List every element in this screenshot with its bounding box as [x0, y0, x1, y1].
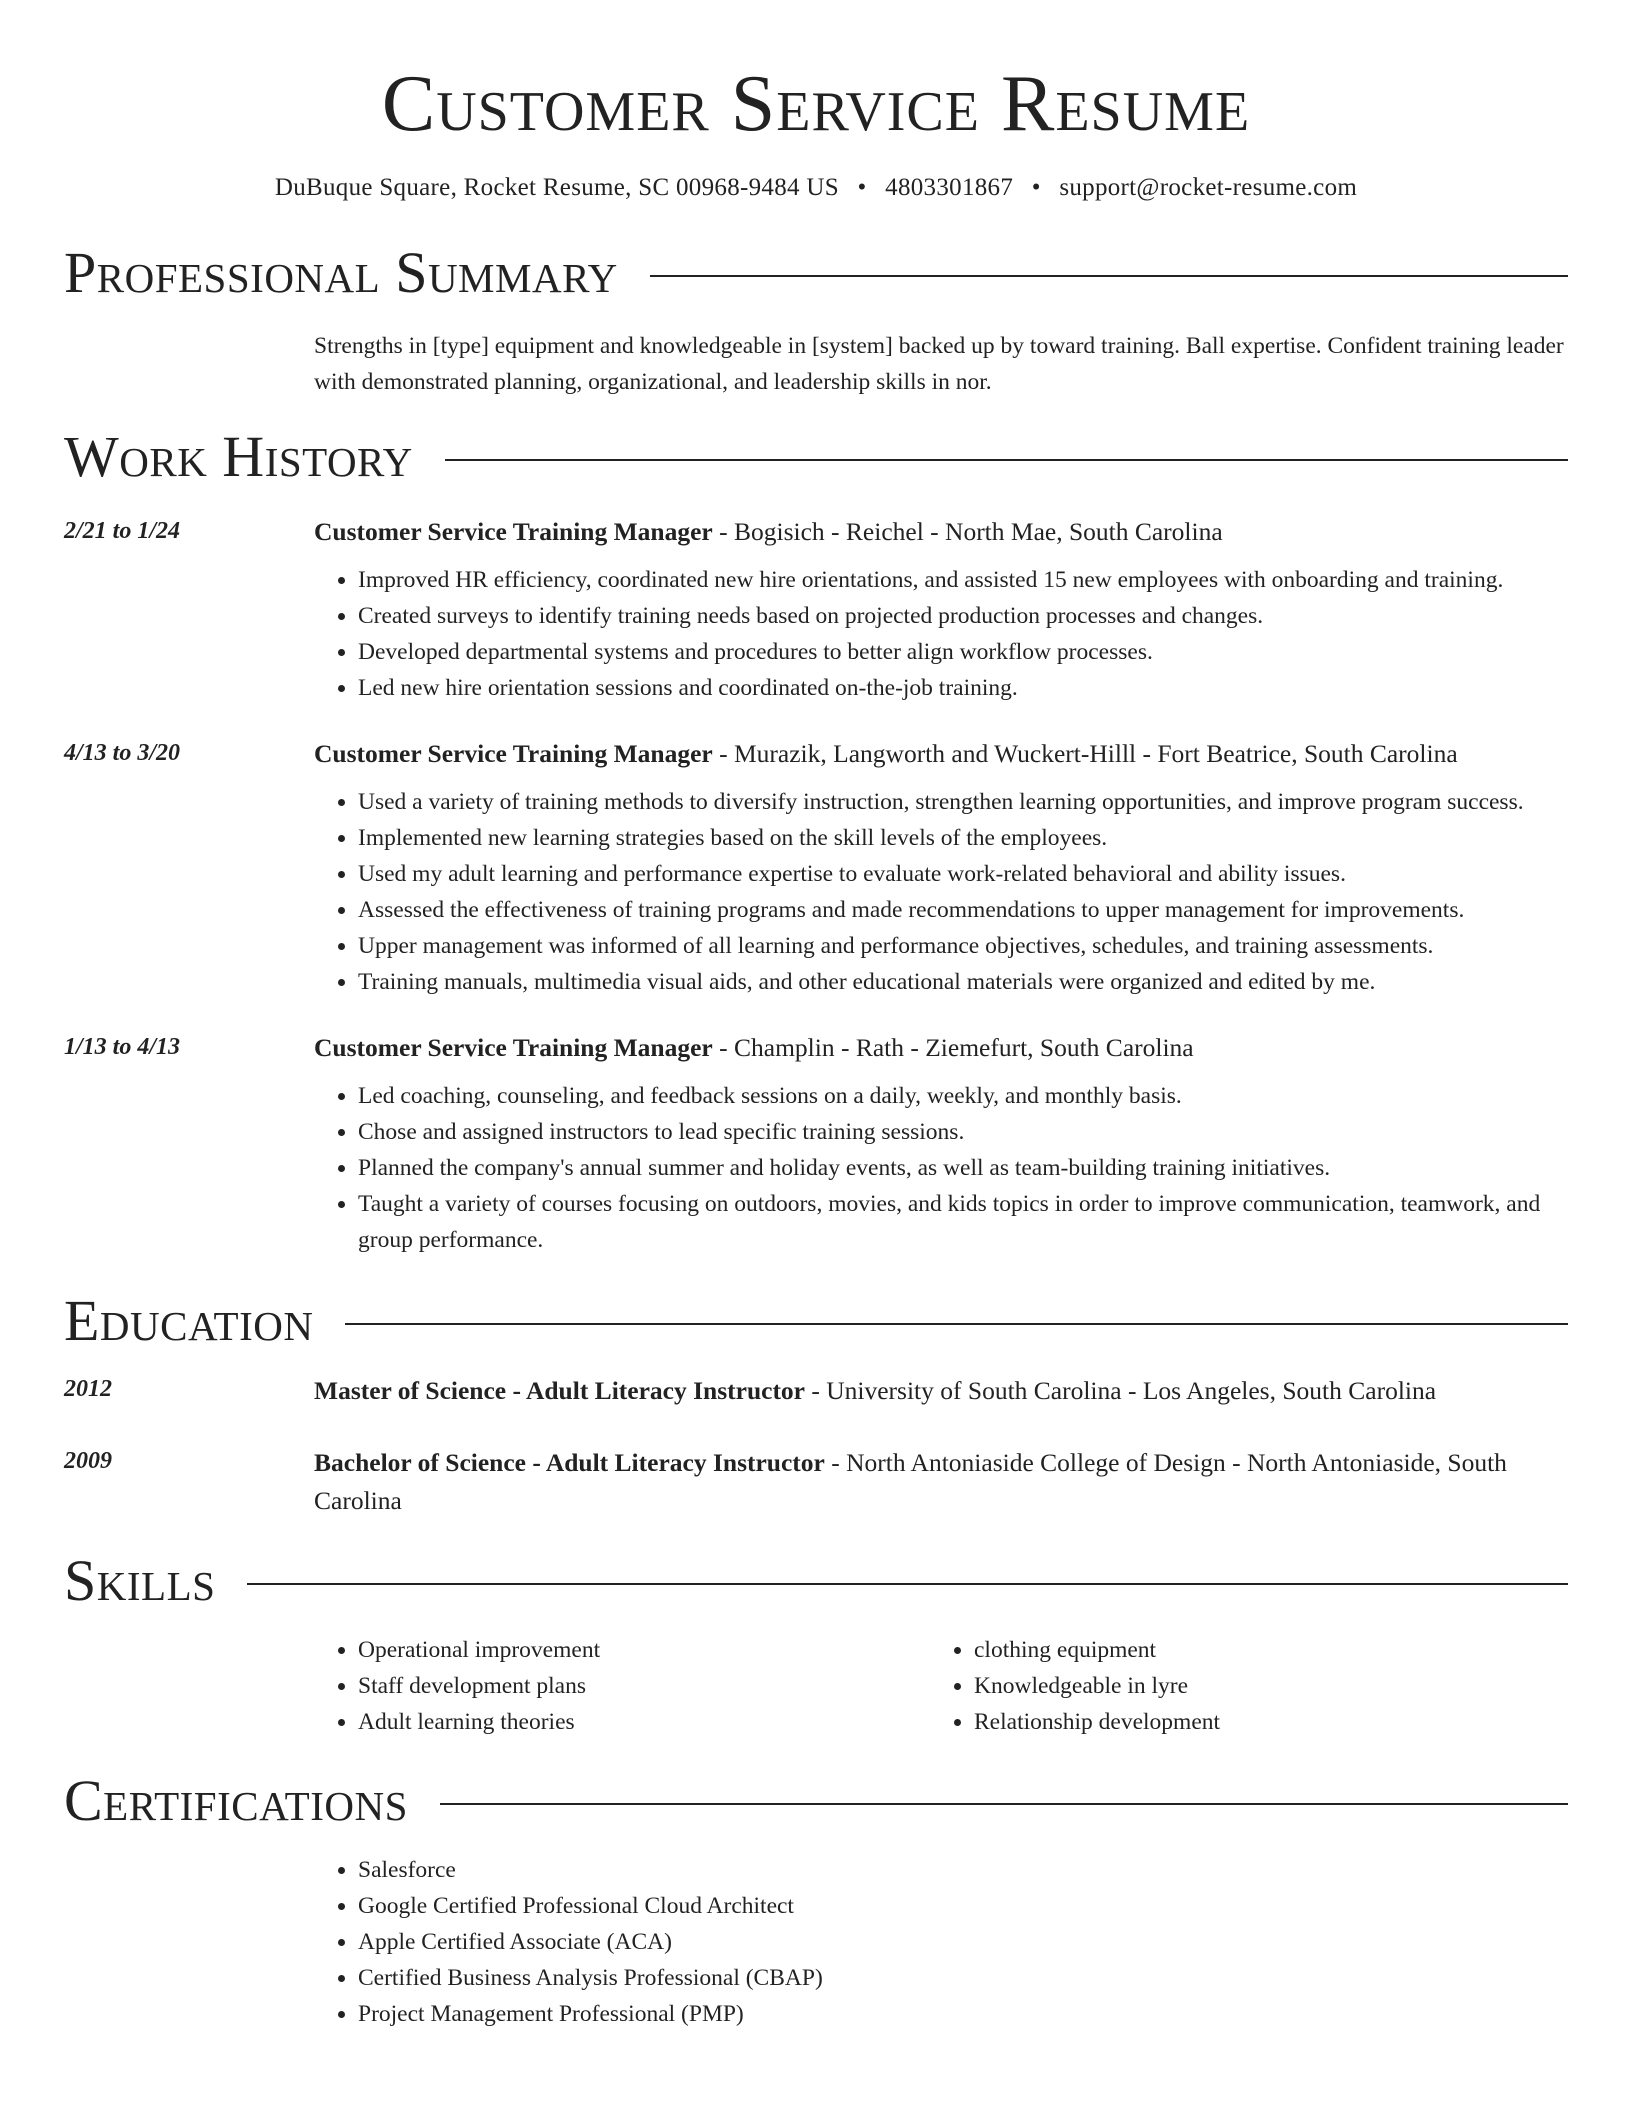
skill-item: • Relationship development — [974, 1704, 1534, 1740]
section-divider — [440, 1803, 1568, 1805]
education-details — [314, 1372, 1568, 1410]
section-divider — [650, 275, 1568, 277]
job-bullet: • Upper management was informed of all learning and performance objectives, schedules, and training assessments. — [358, 928, 1568, 964]
certification-item: • Salesforce — [358, 1852, 1568, 1888]
job-company: - Bogisich - Reichel - North Mae, South Carolina — [712, 517, 1223, 546]
job-bullet: • Improved HR efficiency, coordinated new hire orientations, and assisted 15 new employees with onboarding and training. — [358, 562, 1568, 598]
contact-phone: 4803301867 — [885, 174, 1014, 201]
job-bullet: • Led coaching, counseling, and feedback sessions on a daily, weekly, and monthly basis. — [358, 1078, 1568, 1114]
certification-item: • Certified Business Analysis Professional (CBAP) — [358, 1960, 1568, 1996]
resume-title: Customer Service Resume — [381, 60, 1251, 148]
skill-item: • clothing equipment — [974, 1632, 1534, 1668]
job-bullet: • Taught a variety of courses focusing on outdoors, movies, and kids topics in order to improve communication, teamwork, and group performance. — [358, 1186, 1568, 1258]
skills-list-right — [930, 1632, 1534, 1740]
job-details — [314, 514, 1568, 706]
skills-grid — [314, 1632, 1568, 1740]
education-details — [314, 1444, 1568, 1520]
job-company: - Champlin - Rath - Ziemefurt, South Carolina — [712, 1033, 1194, 1062]
skill-item: • Adult learning theories — [358, 1704, 930, 1740]
job-role: Customer Service Training Manager — [314, 517, 713, 546]
job-bullets — [314, 784, 1568, 1000]
job-role: Customer Service Training Manager — [314, 739, 713, 768]
certifications-heading: Certifications — [64, 1768, 408, 1833]
education-entry — [64, 1372, 1568, 1410]
job-entry — [64, 514, 1568, 706]
education-school: - North Antoniaside College of Design - North Antoniaside, South Carolina — [314, 1448, 1507, 1515]
summary-text: Strengths in [type] equipment and knowledgeable in [system] backed up by toward training. Ball expertise. Confident training leader with demonstrated planning, organizational, and leadership skills in nor. — [314, 333, 1564, 395]
section-divider — [247, 1583, 1568, 1585]
education-degree: Bachelor of Science - Adult Literacy Instructor — [314, 1448, 825, 1477]
job-bullet: • Created surveys to identify training needs based on projected production processes and changes. — [358, 598, 1568, 634]
skills-list-left — [314, 1632, 930, 1740]
section-divider — [345, 1323, 1568, 1325]
education-school: - University of South Carolina - Los Angeles, South Carolina — [805, 1376, 1437, 1405]
job-bullet: • Chose and assigned instructors to lead specific training sessions. — [358, 1114, 1568, 1150]
job-bullet: • Used my adult learning and performance expertise to evaluate work-related behavioral and ability issues. — [358, 856, 1568, 892]
job-dates: 2/21 to 1/24 — [64, 518, 181, 544]
job-details — [314, 736, 1568, 1000]
job-bullet: • Assessed the effectiveness of training programs and made recommendations to upper management for improvements. — [358, 892, 1568, 928]
contact-separator: • — [1031, 174, 1041, 201]
job-bullet: • Developed departmental systems and procedures to better align workflow processes. — [358, 634, 1568, 670]
education-year: 2012 — [64, 1376, 112, 1402]
job-role: Customer Service Training Manager — [314, 1033, 713, 1062]
job-bullet: • Planned the company's annual summer and holiday events, as well as team-building training initiatives. — [358, 1150, 1568, 1186]
job-bullet: • Led new hire orientation sessions and coordinated on-the-job training. — [358, 670, 1568, 706]
certifications-section-header — [64, 1766, 1568, 1836]
education-entry — [64, 1444, 1568, 1520]
job-bullets — [314, 562, 1568, 706]
education-degree: Master of Science - Adult Literacy Instructor — [314, 1376, 805, 1405]
education-section-header — [64, 1286, 1568, 1356]
education-year: 2009 — [64, 1448, 112, 1474]
job-bullets — [314, 1078, 1568, 1258]
contact-separator: • — [857, 174, 867, 201]
work-heading: Work History — [64, 424, 413, 489]
contact-email[interactable]: support@rocket-resume.com — [1059, 174, 1358, 201]
job-entry — [64, 736, 1568, 1000]
job-entry — [64, 1030, 1568, 1258]
certification-item: • Google Certified Professional Cloud Architect — [358, 1888, 1568, 1924]
skill-item: • Staff development plans — [358, 1668, 930, 1704]
skill-item: • Knowledgeable in lyre — [974, 1668, 1534, 1704]
section-divider — [445, 459, 1568, 461]
skill-item: • Operational improvement — [358, 1632, 930, 1668]
job-bullet: • Training manuals, multimedia visual aids, and other educational materials were organized and edited by me. — [358, 964, 1568, 1000]
skills-heading: Skills — [64, 1548, 216, 1613]
job-dates: 1/13 to 4/13 — [64, 1034, 181, 1060]
certification-item: • Apple Certified Associate (ACA) — [358, 1924, 1568, 1960]
job-details — [314, 1030, 1568, 1258]
job-company: - Murazik, Langworth and Wuckert-Hilll - Fort Beatrice, South Carolina — [712, 739, 1458, 768]
education-heading: Education — [64, 1288, 314, 1353]
contact-address: DuBuque Square, Rocket Resume, SC 00968-9484 US — [274, 174, 839, 201]
job-bullet: • Implemented new learning strategies based on the skill levels of the employees. — [358, 820, 1568, 856]
summary-heading: Professional Summary — [64, 240, 618, 305]
resume-page — [64, 0, 1568, 2032]
certifications-list — [314, 1852, 1568, 2032]
work-section-header — [64, 422, 1568, 492]
summary-section-header — [64, 238, 1568, 308]
skills-section-header — [64, 1546, 1568, 1616]
job-bullet: • Used a variety of training methods to diversify instruction, strengthen learning opportunities, and improve program success. — [358, 784, 1568, 820]
certification-item: • Project Management Professional (PMP) — [358, 1996, 1568, 2032]
contact-line — [64, 172, 1568, 204]
job-dates: 4/13 to 3/20 — [64, 740, 181, 766]
